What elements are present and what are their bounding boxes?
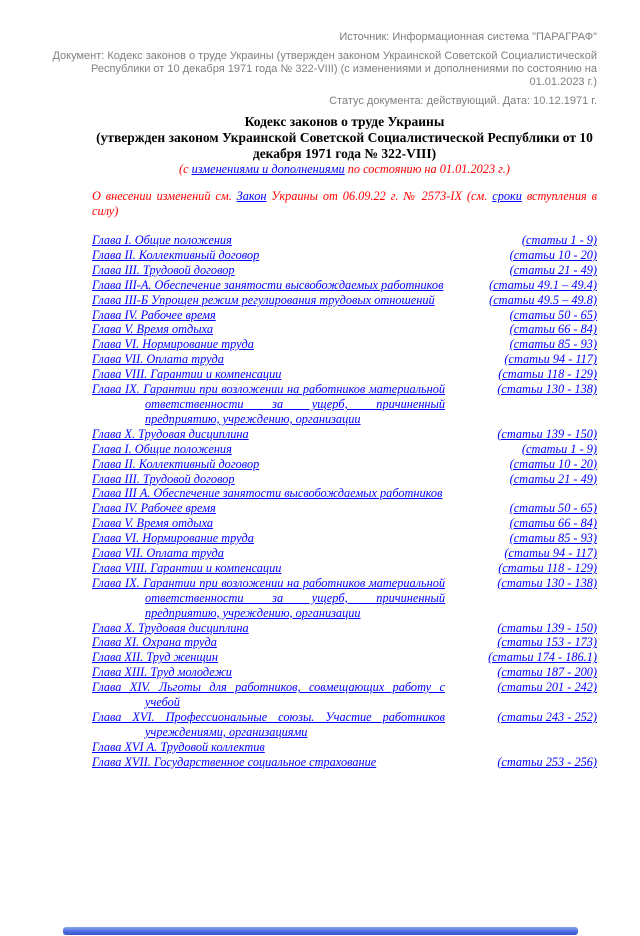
toc-chapter-cell bbox=[92, 308, 445, 323]
toc-chapter-cell bbox=[92, 755, 445, 770]
toc-row bbox=[92, 680, 597, 710]
toc-chapter-cell bbox=[92, 516, 445, 531]
toc-chapter-cell bbox=[92, 576, 445, 621]
toc-chapter-cell bbox=[92, 337, 445, 352]
toc-articles-cell bbox=[445, 650, 597, 665]
toc-chapter-link[interactable]: Глава VII. Оплата труда bbox=[92, 352, 224, 367]
toc-row bbox=[92, 531, 597, 546]
toc-chapter-cell bbox=[92, 367, 445, 382]
toc-chapter-cell bbox=[92, 546, 445, 561]
meta-source: Источник: Информационная система "ПАРАГРАФ" bbox=[339, 31, 597, 43]
toc-articles-link[interactable]: (статьи 50 - 65) bbox=[509, 307, 597, 322]
change-notice bbox=[92, 189, 597, 219]
notice-text-3: вступления в силу) bbox=[92, 189, 597, 218]
toc-articles-link[interactable]: (статьи 94 - 117) bbox=[504, 546, 597, 561]
toc-chapter-link[interactable]: Глава I. Общие положения bbox=[92, 441, 232, 456]
toc-chapter-link[interactable]: Глава VII. Оплата труда bbox=[92, 546, 224, 561]
toc-articles-cell bbox=[445, 472, 597, 487]
toc-row bbox=[92, 322, 597, 337]
toc-row bbox=[92, 650, 597, 665]
toc-chapter-cell bbox=[92, 635, 445, 650]
terms-link[interactable]: сроки bbox=[492, 189, 522, 203]
toc-chapter-cell bbox=[92, 621, 445, 636]
toc-articles-cell bbox=[445, 665, 597, 680]
toc-chapter-link[interactable]: Глава IV. Рабочее время bbox=[92, 501, 216, 516]
toc-row bbox=[92, 546, 597, 561]
toc-articles-cell bbox=[445, 352, 597, 367]
law-link[interactable]: Закон bbox=[236, 189, 267, 203]
toc-chapter-link[interactable]: Глава VIII. Гарантии и компенсации bbox=[92, 367, 282, 382]
toc-chapter-link[interactable]: Глава XIV. Льготы для работников, совмещающих работу с учебой bbox=[92, 680, 445, 710]
toc-articles-link[interactable]: (статьи 243 - 252) bbox=[497, 710, 597, 724]
toc-chapter-cell bbox=[92, 561, 445, 576]
notice-text-2: Украины от 06.09.22 г. № 2573-IX (см. bbox=[266, 189, 493, 203]
toc-articles-link[interactable]: (статьи 49.1 – 49.4) bbox=[489, 277, 597, 292]
toc-row bbox=[92, 367, 597, 382]
toc-articles-link[interactable]: (статьи 130 - 138) bbox=[497, 382, 597, 397]
toc-chapter-cell bbox=[92, 427, 445, 442]
toc-chapter-cell bbox=[92, 352, 445, 367]
toc-articles-cell bbox=[445, 293, 597, 308]
toc-articles-cell bbox=[445, 635, 597, 650]
toc-chapter-link[interactable]: Глава III. Трудовой договор bbox=[92, 262, 235, 277]
toc-chapter-link[interactable]: Глава III А. Обеспечение занятости высвобождаемых работников bbox=[92, 486, 443, 501]
toc-articles-cell bbox=[445, 337, 597, 352]
toc-row bbox=[92, 635, 597, 650]
amendments-link[interactable]: изменениями и дополнениями bbox=[191, 162, 345, 176]
toc-articles-cell bbox=[445, 278, 597, 293]
toc-articles-cell bbox=[445, 546, 597, 561]
amendment-suffix: по состоянию на 01.01.2023 г.) bbox=[344, 162, 510, 176]
toc-articles-cell bbox=[445, 442, 597, 457]
toc-row bbox=[92, 457, 597, 472]
toc-chapter-link[interactable]: Глава V. Время отдыха bbox=[92, 516, 214, 531]
toc-articles-cell bbox=[445, 263, 597, 278]
toc-row bbox=[92, 472, 597, 487]
toc-row bbox=[92, 710, 597, 740]
toc-chapter-link[interactable]: Глава II. Коллективный договор bbox=[92, 247, 260, 262]
toc-articles-cell bbox=[445, 621, 597, 636]
page-title: Кодекс законов о труде Украины bbox=[244, 114, 445, 129]
toc-chapter-cell bbox=[92, 486, 445, 501]
toc-chapter-cell bbox=[92, 680, 445, 710]
toc-articles-link[interactable]: (статьи 85 - 93) bbox=[509, 337, 597, 352]
bottom-scrollbar-thumb[interactable] bbox=[63, 927, 578, 935]
toc-row bbox=[92, 665, 597, 680]
toc-chapter-cell bbox=[92, 740, 445, 755]
toc-articles-link[interactable]: (статьи 187 - 200) bbox=[497, 665, 597, 680]
toc-row bbox=[92, 308, 597, 323]
toc-chapter-cell bbox=[92, 457, 445, 472]
toc-articles-link[interactable]: (статьи 1 - 9) bbox=[521, 233, 597, 247]
toc-chapter-link[interactable]: Глава VI. Нормирование труда bbox=[92, 531, 254, 546]
toc-row bbox=[92, 382, 597, 427]
toc-articles-link[interactable]: (статьи 253 - 256) bbox=[497, 754, 597, 769]
toc-articles-cell bbox=[445, 427, 597, 442]
toc-articles-link[interactable]: (статьи 94 - 117) bbox=[504, 352, 597, 367]
toc-articles-link[interactable]: (статьи 49.5 – 49.8) bbox=[489, 292, 597, 307]
toc-articles-link[interactable]: (статьи 21 - 49) bbox=[509, 262, 597, 277]
toc-articles-cell bbox=[445, 248, 597, 263]
toc-articles-link[interactable]: (статьи 66 - 84) bbox=[509, 516, 597, 531]
toc-chapter-link[interactable]: Глава I. Общие положения bbox=[92, 233, 232, 247]
toc-row bbox=[92, 442, 597, 457]
toc-articles-cell bbox=[445, 382, 597, 397]
toc-articles-link[interactable]: (статьи 153 - 173) bbox=[497, 635, 597, 650]
toc-articles-cell bbox=[445, 501, 597, 516]
toc-chapter-link[interactable]: Глава V. Время отдыха bbox=[92, 322, 214, 337]
toc-articles-link[interactable]: (статьи 118 - 129) bbox=[498, 367, 597, 382]
document-meta bbox=[40, 31, 597, 108]
toc-chapter-link[interactable]: Глава XVI. Профессиональные союзы. Участие работников учреждениями, организациями bbox=[92, 710, 445, 739]
toc-articles-link[interactable]: (статьи 1 - 9) bbox=[521, 441, 597, 456]
toc-articles-cell bbox=[445, 367, 597, 382]
toc-articles-cell bbox=[445, 561, 597, 576]
meta-status: Статус документа: действующий. Дата: 10.12.1971 г. bbox=[329, 95, 597, 107]
toc-row bbox=[92, 755, 597, 770]
toc-articles-cell bbox=[445, 516, 597, 531]
toc-chapter-cell bbox=[92, 665, 445, 680]
toc-row bbox=[92, 248, 597, 263]
toc-row bbox=[92, 263, 597, 278]
toc-chapter-link[interactable]: Глава VIII. Гарантии и компенсации bbox=[92, 560, 282, 575]
toc-articles-cell bbox=[445, 710, 597, 725]
toc-chapter-cell bbox=[92, 531, 445, 546]
amendment-note bbox=[92, 162, 597, 177]
toc-chapter-link[interactable]: Глава IX. Гарантии при возложении на работников материальной ответственности за ущерб, причиненный предприятию, учреждению, организации bbox=[92, 382, 445, 426]
toc-row bbox=[92, 233, 597, 248]
document-title bbox=[92, 114, 597, 162]
table-of-contents bbox=[92, 233, 597, 770]
toc-articles-link[interactable]: (статьи 21 - 49) bbox=[509, 471, 597, 486]
toc-chapter-link[interactable]: Глава X. Трудовая дисциплина bbox=[92, 426, 249, 441]
toc-chapter-cell bbox=[92, 382, 445, 427]
toc-chapter-link[interactable]: Глава XVI А. Трудовой коллектив bbox=[92, 739, 265, 754]
toc-chapter-cell bbox=[92, 650, 445, 665]
toc-row bbox=[92, 576, 597, 621]
toc-chapter-link[interactable]: Глава II. Коллективный договор bbox=[92, 456, 260, 471]
toc-row bbox=[92, 337, 597, 352]
toc-chapter-link[interactable]: Глава III-А. Обеспечение занятости высвобождаемых работников bbox=[92, 277, 444, 292]
toc-articles-link[interactable]: (статьи 66 - 84) bbox=[509, 322, 597, 337]
toc-chapter-link[interactable]: Глава III-Б Упрощен режим регулирования трудовых отношений bbox=[92, 292, 435, 307]
toc-chapter-cell bbox=[92, 293, 445, 308]
toc-chapter-link[interactable]: Глава XIII. Труд молодежи bbox=[92, 665, 232, 680]
meta-document: Документ: Кодекс законов о труде Украины (утвержден законом Украинской Советской Социалистической Республики от 10 декабря 1971 года № 322-VIII) (с изменениями и дополнениями по состоянию на 01.01.2023 г.) bbox=[52, 50, 597, 88]
toc-articles-link[interactable]: (статьи 10 - 20) bbox=[509, 247, 597, 262]
toc-chapter-link[interactable]: Глава IV. Рабочее время bbox=[92, 307, 216, 322]
toc-articles-link[interactable]: (статьи 139 - 150) bbox=[497, 426, 597, 441]
notice-text-1: О внесении изменений см. bbox=[92, 189, 237, 203]
toc-chapter-link[interactable]: Глава XVII. Государственное социальное страхование bbox=[92, 754, 377, 769]
toc-articles-link[interactable]: (статьи 139 - 150) bbox=[497, 620, 597, 635]
toc-row bbox=[92, 501, 597, 516]
toc-chapter-cell bbox=[92, 472, 445, 487]
toc-articles-cell bbox=[445, 531, 597, 546]
toc-chapter-link[interactable]: Глава X. Трудовая дисциплина bbox=[92, 620, 249, 635]
toc-chapter-cell bbox=[92, 501, 445, 516]
toc-chapter-cell bbox=[92, 278, 445, 293]
toc-articles-link[interactable]: (статьи 118 - 129) bbox=[498, 560, 597, 575]
toc-row bbox=[92, 293, 597, 308]
toc-articles-link[interactable]: (статьи 174 - 186.1) bbox=[488, 650, 597, 665]
amendment-prefix: (с bbox=[179, 162, 192, 176]
toc-articles-cell bbox=[445, 576, 597, 591]
toc-articles-link[interactable]: (статьи 201 - 242) bbox=[497, 680, 597, 695]
toc-articles-link[interactable]: (статьи 10 - 20) bbox=[509, 456, 597, 471]
toc-articles-cell bbox=[445, 457, 597, 472]
toc-row bbox=[92, 352, 597, 367]
toc-row bbox=[92, 740, 597, 755]
toc-chapter-cell bbox=[92, 233, 445, 248]
toc-chapter-cell bbox=[92, 322, 445, 337]
toc-articles-cell bbox=[445, 680, 597, 695]
toc-chapter-cell bbox=[92, 248, 445, 263]
toc-articles-cell bbox=[445, 233, 597, 248]
toc-articles-cell bbox=[445, 308, 597, 323]
toc-chapter-link[interactable]: Глава XII. Труд женщин bbox=[92, 650, 218, 665]
toc-chapter-cell bbox=[92, 263, 445, 278]
toc-chapter-link[interactable]: Глава IX. Гарантии при возложении на работников материальной ответственности за ущерб, причиненный предприятию, учреждению, организации bbox=[92, 575, 445, 620]
toc-articles-link[interactable]: (статьи 130 - 138) bbox=[497, 575, 597, 590]
toc-chapter-cell bbox=[92, 442, 445, 457]
toc-row bbox=[92, 427, 597, 442]
toc-row bbox=[92, 621, 597, 636]
toc-row bbox=[92, 486, 597, 501]
toc-row bbox=[92, 561, 597, 576]
toc-articles-cell bbox=[445, 322, 597, 337]
toc-articles-link[interactable]: (статьи 50 - 65) bbox=[509, 501, 597, 516]
toc-articles-link[interactable]: (статьи 85 - 93) bbox=[509, 531, 597, 546]
toc-chapter-link[interactable]: Глава III. Трудовой договор bbox=[92, 471, 235, 486]
toc-chapter-link[interactable]: Глава XI. Охрана труда bbox=[92, 635, 217, 650]
toc-row bbox=[92, 278, 597, 293]
toc-chapter-cell bbox=[92, 710, 445, 740]
toc-row bbox=[92, 516, 597, 531]
toc-articles-cell bbox=[445, 755, 597, 770]
title-approval: (утвержден законом Украинской Советской Социалистической Республики от 10 декабря 1971 года № 322-VIII) bbox=[96, 130, 593, 161]
toc-chapter-link[interactable]: Глава VI. Нормирование труда bbox=[92, 337, 254, 352]
